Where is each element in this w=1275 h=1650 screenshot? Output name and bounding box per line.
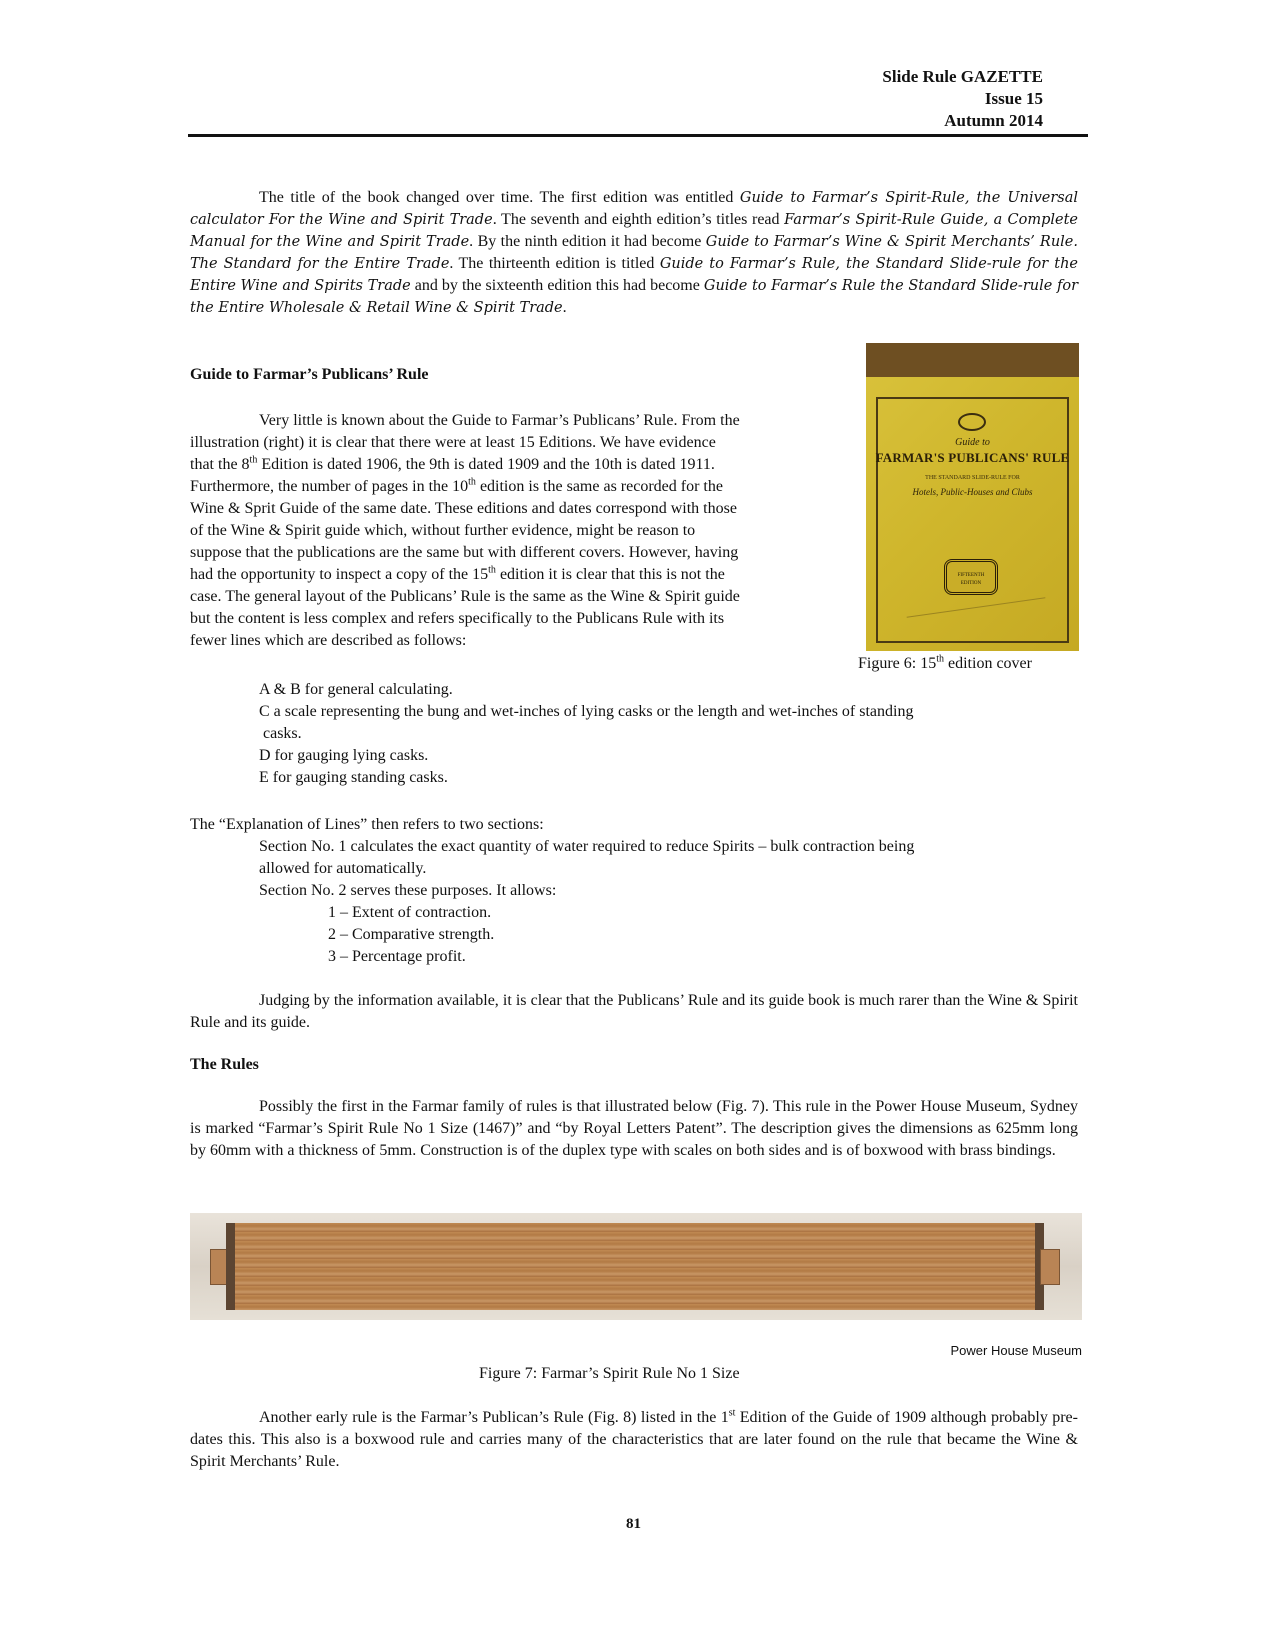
- intro-text: . The seventh and eighth edition’s titles read: [492, 211, 785, 228]
- book-title-ninth-edition: Guide to Farmar’s Wine & Spirit Merchants’ Rule. The Standard for the Entire Trade: [190, 234, 1078, 272]
- paragraph-line: case. The general layout of the Publicans’ Rule is the same as the Wine & Spirit guide: [190, 588, 740, 605]
- paragraph-line: but the content is less complex and refers specifically to the Publicans Rule with its: [190, 610, 725, 627]
- judging-paragraph: Judging by the information available, it is clear that the Publicans’ Rule and its guide book is much rarer than the Wine & Spirit Rule and its guide.: [190, 992, 1078, 1031]
- section-1-text: allowed for automatically.: [259, 860, 427, 877]
- intro-text: . By the ninth edition it had become: [469, 233, 706, 250]
- list-item: casks.: [263, 725, 302, 742]
- book-title-seventh-edition: Farmar’s Spirit-Rule Guide, a Complete Manual for the Wine and Spirit Trade: [190, 212, 1079, 250]
- paragraph-line: had the opportunity to inspect a copy of the 15th edition it is clear that this is not the: [190, 564, 725, 583]
- list-item: D for gauging lying casks.: [259, 747, 429, 764]
- book-title-sixteenth-edition: Guide to Farmar’s Rule the Standard Slide-rule for the Entire Wholesale & Retail Wine & Spirit Trade: [190, 278, 1078, 316]
- list-item: 1 – Extent of contraction.: [328, 904, 492, 921]
- figure-7-slide-rule-photo: [190, 1213, 1082, 1320]
- paragraph-line: Wine & Sprit Guide of the same date. These editions and dates correspond with those: [190, 500, 737, 517]
- final-paragraph: Another early rule is the Farmar’s Publican’s Rule (Fig. 8) listed in the 1st Edition of the Guide of 1909 although probably pre-dates this. This also is a boxwood rule and carries many of the characteristics that are later found on the rule that became the Wine & Spirit Merchants’ Rule.: [190, 1407, 1078, 1470]
- list-item: E for gauging standing casks.: [259, 769, 448, 786]
- paragraph-line: of the Wine & Spirit guide which, without further evidence, might be reason to: [190, 522, 696, 539]
- cover-border: [876, 397, 1069, 643]
- boxwood-rule: [226, 1223, 1044, 1310]
- cover-title: FARMAR'S PUBLICANS' RULE: [875, 450, 1070, 465]
- page-number: 81: [626, 1516, 641, 1532]
- issue-season: Autumn 2014: [944, 111, 1043, 130]
- intro-paragraph: [190, 187, 1078, 319]
- list-item: A & B for general calculating.: [259, 681, 453, 698]
- publicans-paragraph: [190, 410, 862, 652]
- paragraph-line: Very little is known about the Guide to Farmar’s Publicans’ Rule. From the: [259, 412, 740, 429]
- intro-text: and by the sixteenth edition this had become: [410, 277, 704, 294]
- book-title-thirteenth-edition: Guide to Farmar’s Rule, the Standard Slide-rule for the Entire Wine and Spirits Trade: [190, 256, 1078, 294]
- issue-number: Issue 15: [984, 89, 1043, 108]
- list-item: 2 – Comparative strength.: [328, 926, 495, 943]
- figure-6-book-cover: [866, 343, 1079, 651]
- header-divider: [188, 134, 1088, 137]
- cover-edition-badge: FIFTEENTH EDITION: [944, 559, 998, 595]
- intro-text: . The thirteenth edition is titled: [449, 255, 660, 272]
- section-heading-publicans: Guide to Farmar’s Publicans’ Rule: [190, 366, 429, 383]
- paragraph-line: that the 8th Edition is dated 1906, the 9th is dated 1909 and the 10th is dated 1911.: [190, 454, 715, 473]
- medallion-icon: [958, 413, 986, 431]
- intro-text: .: [562, 299, 567, 316]
- section-1-text: Section No. 1 calculates the exact quantity of water required to reduce Spirits – bulk contraction being: [259, 838, 915, 855]
- lines-list: [259, 679, 1079, 789]
- rule-end-right: [1040, 1249, 1060, 1285]
- intro-text: The title of the book changed over time. The first edition was entitled: [259, 189, 740, 206]
- list-item: 3 – Percentage profit.: [328, 948, 466, 965]
- paragraph-line: illustration (right) it is clear that there were at least 15 Editions. We have evidence: [190, 434, 716, 451]
- paragraph-line: Furthermore, the number of pages in the 10th edition is the same as recorded for the: [190, 476, 723, 495]
- cover-guide-to: Guide to: [955, 437, 990, 448]
- publication-title: Slide Rule GAZETTE: [882, 67, 1043, 86]
- cover-for: Hotels, Public-Houses and Clubs: [912, 487, 1033, 497]
- figure-7-caption: Figure 7: Farmar’s Spirit Rule No 1 Size: [479, 1365, 740, 1382]
- section-2-text: Section No. 2 serves these purposes. It allows:: [259, 882, 557, 899]
- rules-paragraph: Possibly the first in the Farmar family of rules is that illustrated below (Fig. 7). This rule in the Power House Museum, Sydney is marked “Farmar’s Spirit Rule No 1 Size (1467)” and “by Royal Letters Patent”. The description gives the dimensions as 625mm long by 60mm with a thickness of 5mm. Construction is of the duplex type with scales on both sides and is of boxwood with brass bindings.: [190, 1098, 1078, 1159]
- cover-subtitle: THE STANDARD SLIDE-RULE FOR: [925, 475, 1020, 481]
- list-item: C a scale representing the bung and wet-inches of lying casks or the length and wet-inches of standing: [259, 703, 914, 720]
- explanation-intro: The “Explanation of Lines” then refers to two sections:: [190, 816, 544, 833]
- explanation-sections: [259, 836, 1079, 968]
- figure-6-caption: Figure 6: 15th edition cover: [858, 653, 1032, 672]
- book-title-first-edition: Guide to Farmar’s Spirit-Rule, the Universal calculator For the Wine and Spirit Trade: [190, 190, 1079, 228]
- paragraph-line: fewer lines which are described as follows:: [190, 632, 467, 649]
- page-header: [882, 66, 1043, 132]
- paragraph-line: suppose that the publications are the same but with different covers. However, having: [190, 544, 739, 561]
- section-heading-rules: The Rules: [190, 1056, 259, 1073]
- photo-credit: Power House Museum: [950, 1343, 1082, 1358]
